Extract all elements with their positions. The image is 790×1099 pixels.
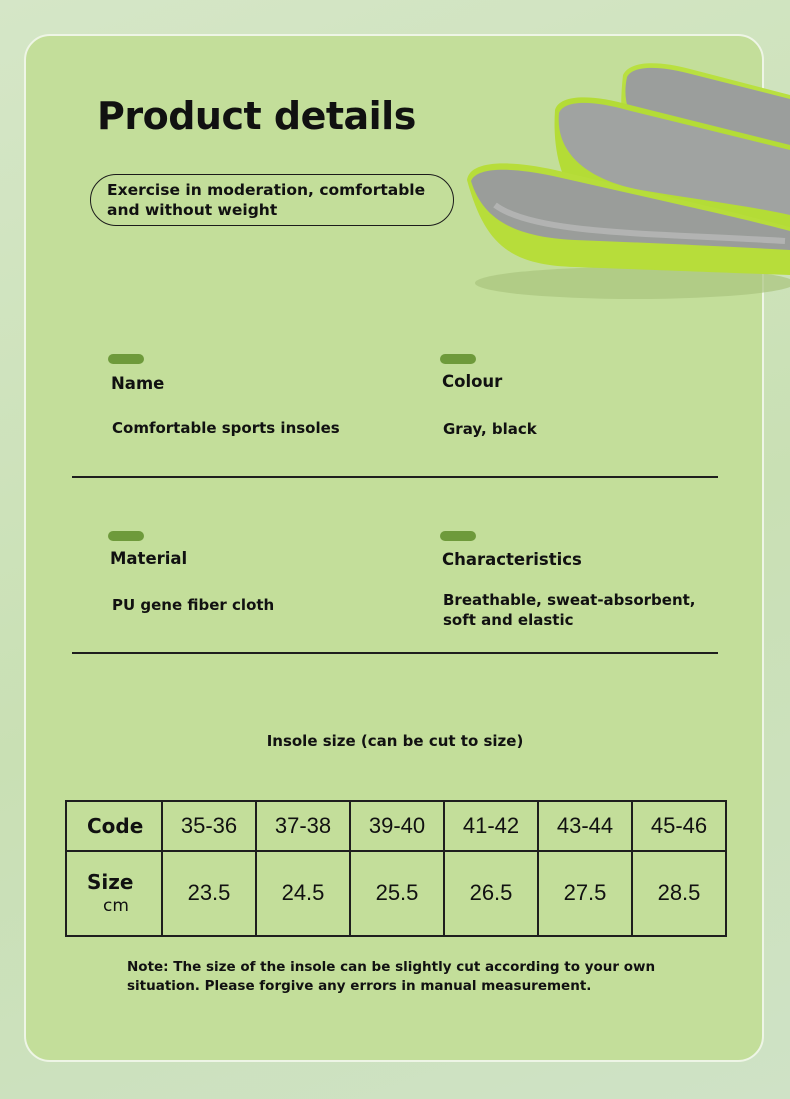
spec-label-name: Name	[111, 374, 165, 393]
size-cell: 23.5	[162, 851, 256, 936]
insole-image	[455, 55, 790, 305]
measurement-note: Note: The size of the insole can be slightly cut according to your own situation. Please forgive any errors in manual measurement.	[127, 959, 656, 994]
code-cell: 45-46	[632, 801, 726, 851]
divider	[72, 652, 718, 654]
divider	[72, 476, 718, 478]
size-cell: 25.5	[350, 851, 444, 936]
code-cell: 39-40	[350, 801, 444, 851]
spec-label-colour: Colour	[442, 372, 503, 391]
row-header-size	[66, 851, 162, 936]
code-cell: 37-38	[256, 801, 350, 851]
accent-tag	[108, 354, 144, 364]
page-title: Product details	[97, 94, 416, 138]
spec-value-name: Comfortable sports insoles	[112, 419, 340, 437]
spec-value-colour: Gray, black	[443, 420, 537, 438]
accent-tag	[108, 531, 144, 541]
spec-value-characteristics: Breathable, sweat-absorbent, soft and elastic	[443, 591, 696, 629]
accent-tag	[440, 354, 476, 364]
size-table	[65, 800, 727, 937]
size-label: Size	[87, 870, 134, 895]
spec-label-characteristics: Characteristics	[442, 550, 582, 569]
tagline-badge: Exercise in moderation, comfortable and without weight	[90, 174, 454, 226]
code-cell: 41-42	[444, 801, 538, 851]
size-cell: 27.5	[538, 851, 632, 936]
table-row	[66, 801, 726, 851]
row-header-code: Code	[66, 801, 162, 851]
size-cell: 26.5	[444, 851, 538, 936]
code-cell: 43-44	[538, 801, 632, 851]
size-cell: 28.5	[632, 851, 726, 936]
unit-label: cm	[103, 896, 129, 917]
code-cell: 35-36	[162, 801, 256, 851]
accent-tag	[440, 531, 476, 541]
size-table-caption: Insole size (can be cut to size)	[266, 732, 524, 750]
spec-value-material: PU gene fiber cloth	[112, 596, 275, 614]
spec-label-material: Material	[110, 549, 188, 568]
size-cell: 24.5	[256, 851, 350, 936]
table-row	[66, 851, 726, 936]
